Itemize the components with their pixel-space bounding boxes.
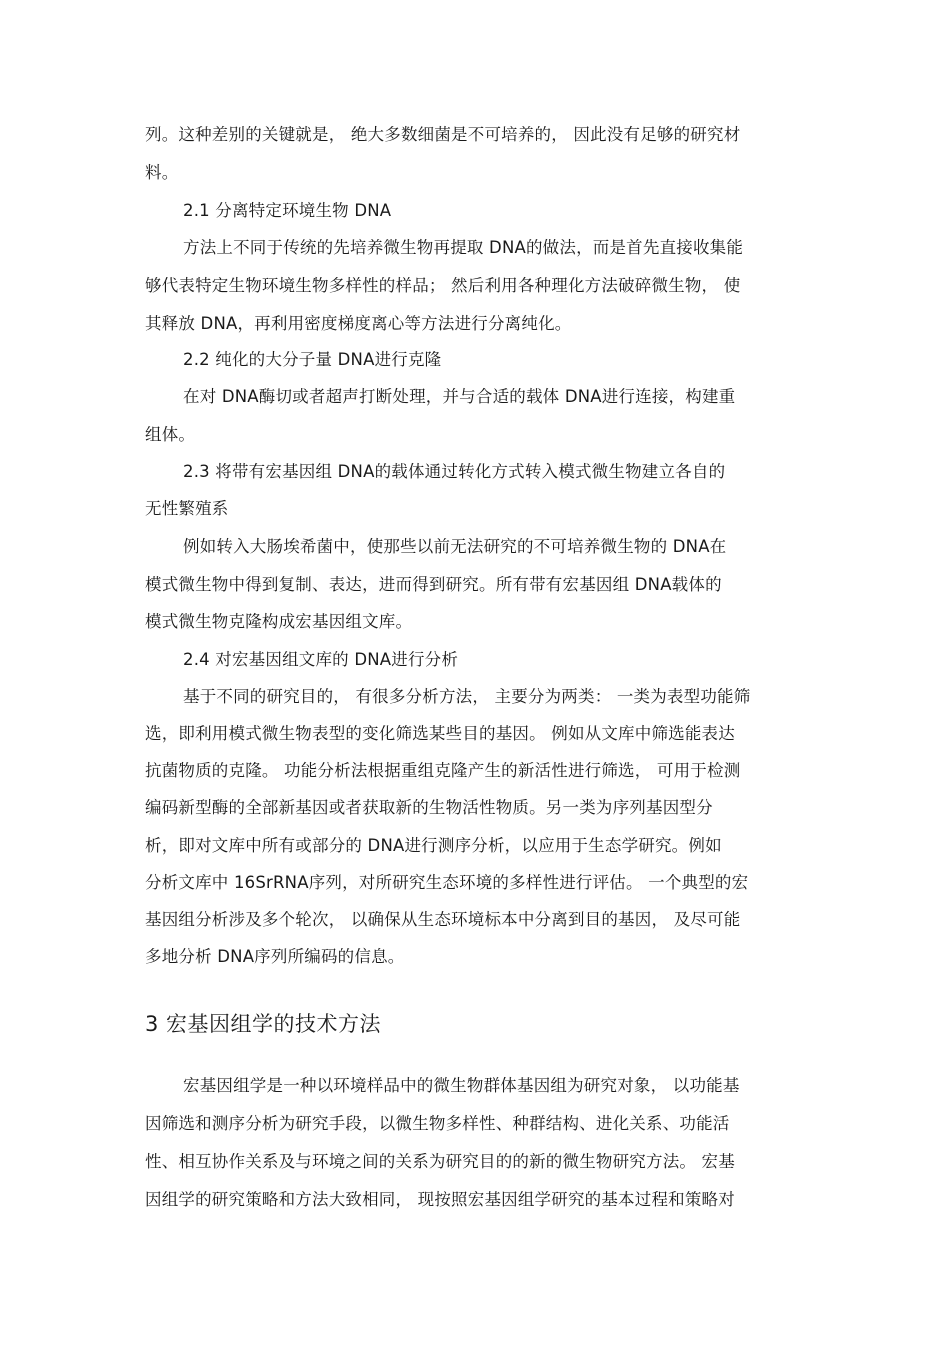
paragraph-line: 宏基因组学是一种以环境样品中的微生物群体基因组为研究对象， 以功能基 [183, 1076, 740, 1095]
paragraph-line: 因筛选和测序分析为研究手段，以微生物多样性、种群结构、进化关系、功能活 [145, 1114, 730, 1133]
paragraph-line: 模式微生物克隆构成宏基因组文库。 [145, 612, 413, 631]
paragraph-line: 抗菌物质的克隆。 功能分析法根据重组克隆产生的新活性进行筛选， 可用于检测 [145, 761, 741, 780]
paragraph-line: 列。这种差别的关键就是， 绝大多数细菌是不可培养的， 因此没有足够的研究材 [145, 125, 741, 144]
paragraph-line: 模式微生物中得到复制、表达，进而得到研究。所有带有宏基因组 DNA载体的 [145, 575, 722, 594]
paragraph-line: 析，即对文库中所有或部分的 DNA进行测序分析，以应用于生态学研究。例如 [145, 836, 722, 855]
paragraph-line: 分析文库中 16SrRNA序列，对所研究生态环境的多样性进行评估。 一个典型的宏 [145, 873, 749, 892]
paragraph-line: 基因组分析涉及多个轮次， 以确保从生态环境标本中分离到目的基因， 及尽可能 [145, 910, 741, 929]
paragraph-line: 因组学的研究策略和方法大致相同， 现按照宏基因组学研究的基本过程和策略对 [145, 1190, 735, 1209]
paragraph-line: 组体。 [145, 425, 196, 444]
paragraph-line: 选，即利用模式微生物表型的变化筛选某些目的基因。 例如从文库中筛选能表达 [145, 724, 735, 743]
paragraph-line: 够代表特定生物环境生物多样性的样品； 然后利用各种理化方法破碎微生物， 使 [145, 276, 741, 295]
paragraph-line: 其释放 DNA，再利用密度梯度离心等方法进行分离纯化。 [145, 314, 572, 333]
paragraph-line: 方法上不同于传统的先培养微生物再提取 DNA的做法，而是首先直接收集能 [183, 238, 744, 257]
subsection-heading-2-4: 2.4 对宏基因组文库的 DNA进行分析 [183, 650, 459, 669]
subsection-heading-2-3: 2.3 将带有宏基因组 DNA的载体通过转化方式转入模式微生物建立各自的 [183, 462, 726, 481]
paragraph-line: 在对 DNA酶切或者超声打断处理，并与合适的载体 DNA进行连接，构建重 [183, 387, 736, 406]
subsection-heading-2-1: 2.1 分离特定环境生物 DNA [183, 201, 392, 220]
section-heading-3: 3 宏基因组学的技术方法 [145, 1012, 382, 1036]
subsection-heading-2-2: 2.2 纯化的大分子量 DNA进行克隆 [183, 350, 442, 369]
subsection-heading-2-3-cont: 无性繁殖系 [145, 499, 229, 518]
paragraph-line: 多地分析 DNA序列所编码的信息。 [145, 947, 405, 966]
paragraph-line: 基于不同的研究目的， 有很多分析方法， 主要分为两类： 一类为表型功能筛 [183, 687, 751, 706]
paragraph-line: 例如转入大肠埃希菌中，使那些以前无法研究的不可培养微生物的 DNA在 [183, 537, 727, 556]
paragraph-line: 性、相互协作关系及与环境之间的关系为研究目的的新的微生物研究方法。 宏基 [145, 1152, 735, 1171]
paragraph-line: 编码新型酶的全部新基因或者获取新的生物活性物质。另一类为序列基因型分 [145, 798, 713, 817]
paragraph-line: 料。 [145, 163, 179, 182]
